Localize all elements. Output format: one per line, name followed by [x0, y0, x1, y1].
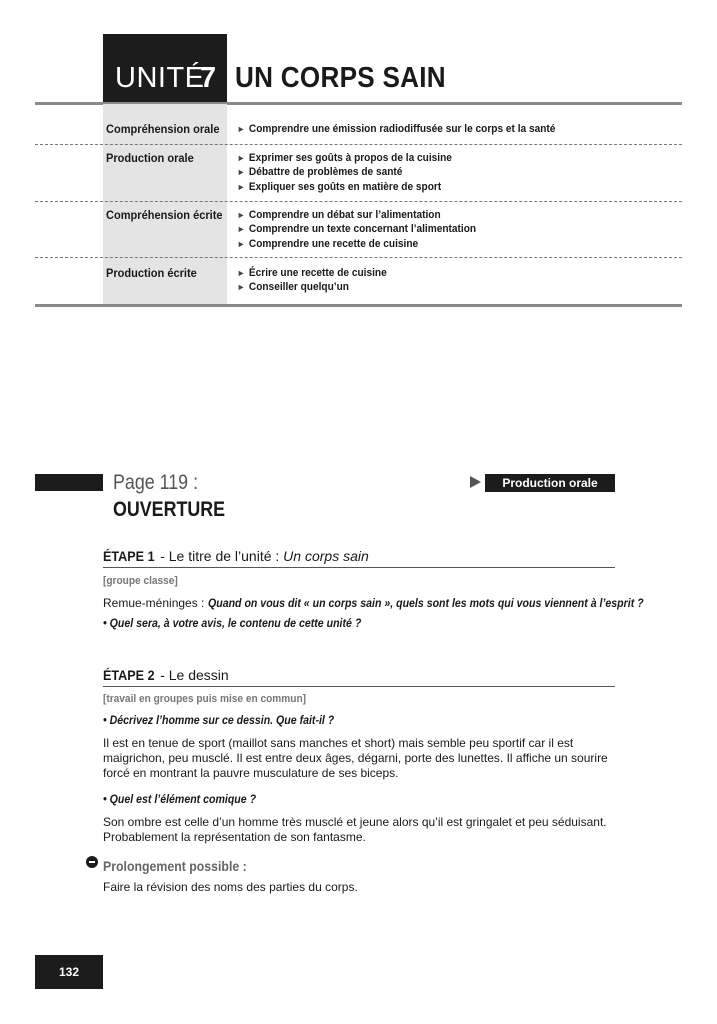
prolongement-text: Faire la révision des noms des parties du corps.: [103, 880, 358, 894]
arrow-right-icon: ►: [237, 210, 246, 220]
etape-1-rule: [103, 567, 615, 568]
objective-item: ► Débattre de problèmes de santé: [237, 166, 403, 178]
arrow-right-icon: ►: [237, 124, 246, 134]
objective-item: ► Exprimer ses goûts à propos de la cuisine: [237, 152, 452, 164]
etape-2-question-1: • Décrivez l’homme sur ce dessin. Que fait-il ?: [103, 715, 335, 727]
page-label: Page 119 :: [113, 471, 199, 494]
arrow-right-icon: ►: [237, 182, 246, 192]
minus-circle-icon: [86, 856, 98, 868]
objective-item: ► Comprendre une recette de cuisine: [237, 238, 419, 250]
etape-2-answer-2: Son ombre est celle d’un homme très musclé et jeune alors qu’il est gringalet et peu séduisant. Probablement la représentation de son fantasme.: [103, 815, 607, 844]
objective-item: ► Comprendre un texte concernant l’alimentation: [237, 223, 477, 235]
etape-1-heading: ÉTAPE 1 - Le titre de l’unité : Un corps sain: [103, 548, 369, 564]
unit-title: UN CORPS SAIN: [235, 62, 446, 94]
etape-1-prompt: Remue-méninges : Quand on vous dit « un corps sain », quels sont les mots qui vous viennent à l’esprit ?: [103, 596, 644, 610]
arrow-right-icon: [470, 476, 481, 488]
objective-item: ► Écrire une recette de cuisine: [237, 267, 387, 279]
objective-label: Compréhension orale: [106, 122, 220, 136]
page-number: 132: [35, 955, 103, 989]
skill-tag: Production orale: [485, 474, 615, 492]
unit-number: 7: [200, 62, 217, 94]
etape-2-mode: [travail en groupes puis mise en commun]: [103, 693, 307, 705]
row-divider: [35, 257, 682, 258]
objective-label: Compréhension écrite: [106, 208, 223, 222]
objective-item: ► Conseiller quelqu’un: [237, 281, 349, 293]
table-bottom-rule: [35, 304, 682, 307]
arrow-right-icon: ►: [237, 268, 246, 278]
section-marker: [35, 474, 103, 491]
arrow-right-icon: ►: [237, 239, 246, 249]
arrow-right-icon: ►: [237, 153, 246, 163]
objective-label: Production écrite: [106, 266, 197, 280]
unit-word: UNITÉ: [115, 62, 205, 94]
objective-item: ► Comprendre un débat sur l’alimentation: [237, 209, 441, 221]
etape-2-answer-1: Il est en tenue de sport (maillot sans manches et short) mais semble peu sportif car il est maigrichon, peu musclé. Il est entre deux âges, dégarni, porte des lunettes. Il affiche un sourire forcé en montrant la pauvre musculature de ses biceps.: [103, 736, 608, 780]
objective-item: ► Expliquer ses goûts en matière de sport: [237, 181, 442, 193]
arrow-right-icon: ►: [237, 167, 246, 177]
row-divider: [35, 201, 682, 202]
objective-label: Production orale: [106, 151, 194, 165]
arrow-right-icon: ►: [237, 224, 246, 234]
objective-item: ► Comprendre une émission radiodiffusée sur le corps et la santé: [237, 123, 556, 135]
section-title: OUVERTURE: [113, 498, 226, 521]
etape-2-rule: [103, 686, 615, 687]
arrow-right-icon: ►: [237, 282, 246, 292]
etape-1-mode: [groupe classe]: [103, 575, 178, 587]
unit-block: [103, 34, 227, 103]
etape-1-question: • Quel sera, à votre avis, le contenu de cette unité ?: [103, 618, 362, 630]
prolongement-title: Prolongement possible :: [103, 858, 247, 874]
etape-2-question-2: • Quel est l’élément comique ?: [103, 794, 257, 806]
etape-2-heading: ÉTAPE 2 - Le dessin: [103, 667, 229, 683]
row-divider: [35, 144, 682, 145]
